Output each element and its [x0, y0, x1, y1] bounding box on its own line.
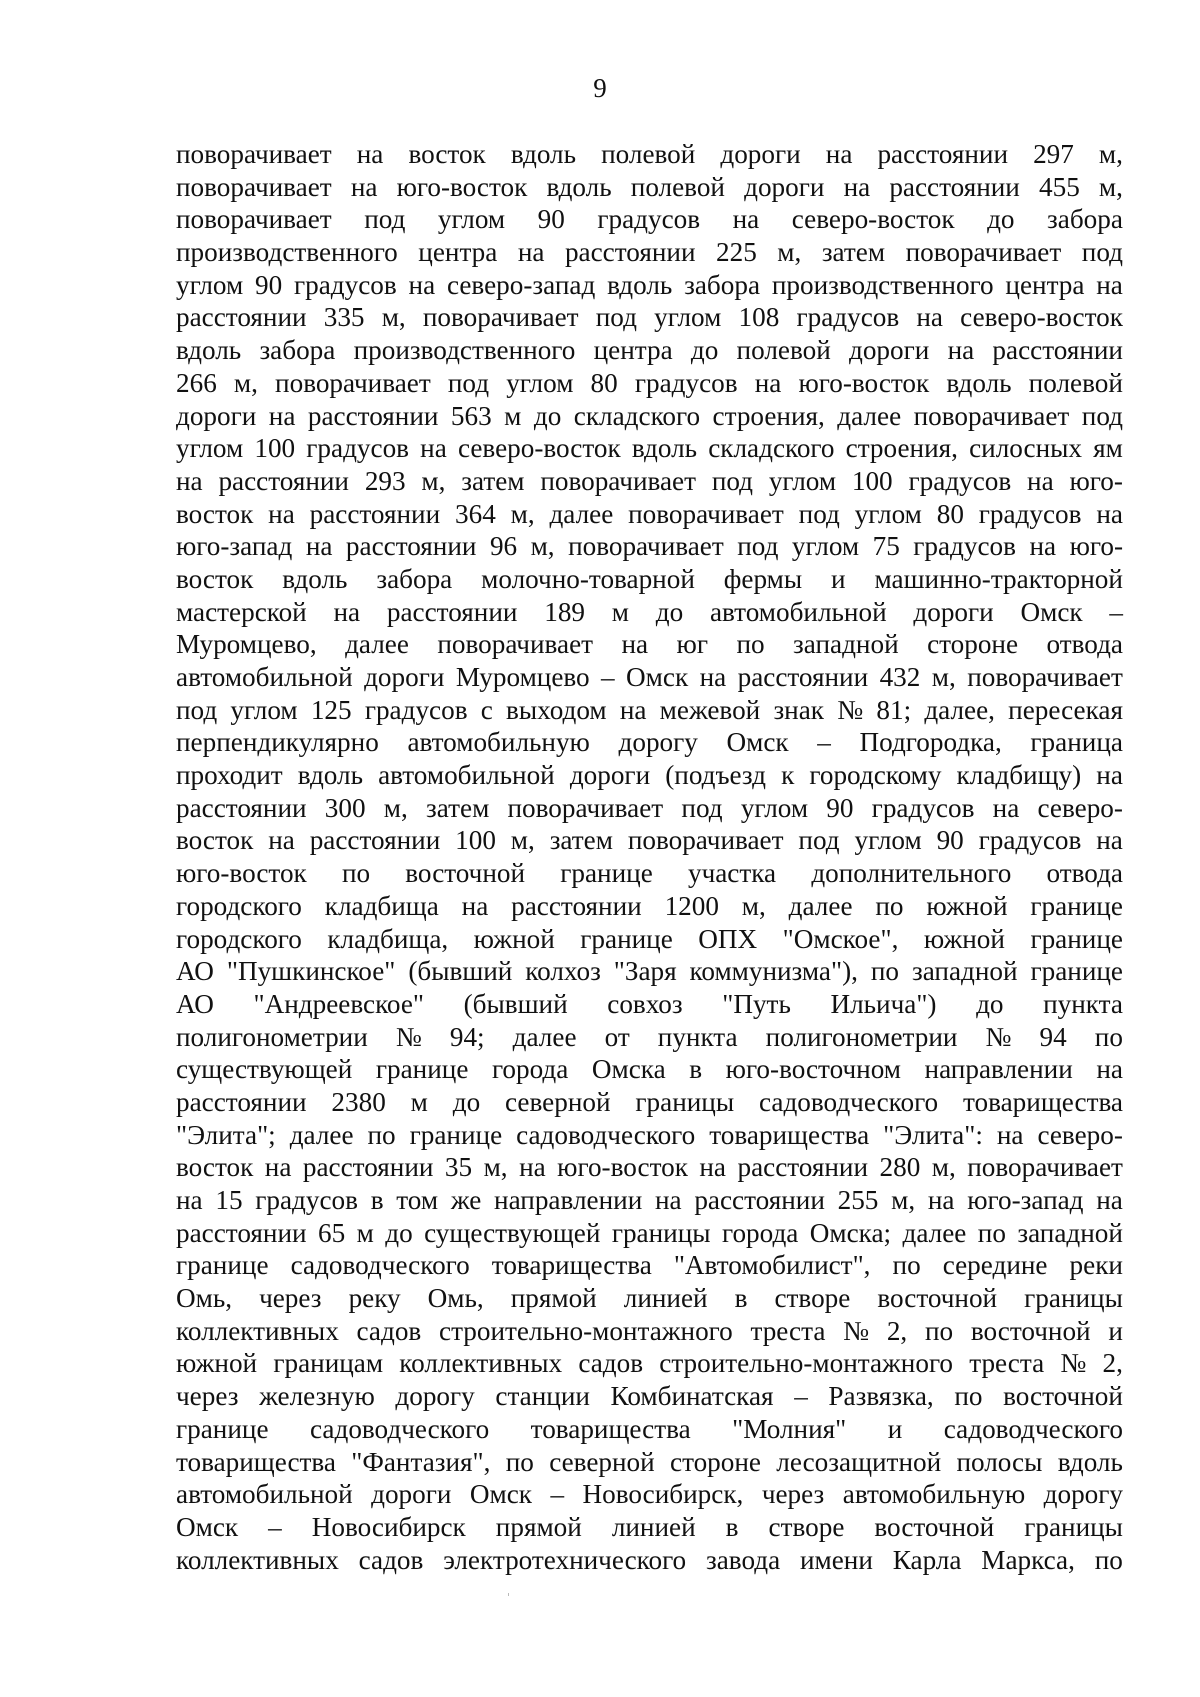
- text-line: на 15 градусов в том же направлении на расстоянии 255 м, на юго-запад на: [176, 1185, 1123, 1215]
- text-line: расстоянии 300 м, затем поворачивает под углом 90 градусов на северо-: [176, 792, 1123, 823]
- text-line: проходит вдоль автомобильной дороги (подъезд к городскому кладбищу) на: [176, 760, 1123, 791]
- text-line: автомобильной дороги Муромцево – Омск на расстоянии 432 м, поворачивает: [176, 662, 1123, 692]
- text-line: под углом 125 градусов с выходом на межевой знак № 81; далее, пересекая: [176, 694, 1123, 725]
- text-line: границе садоводческого товарищества "Молния" и садоводческого: [176, 1413, 1123, 1444]
- text-line: коллективных садов электротехнического завода имени Карла Маркса, по: [176, 1544, 1123, 1575]
- text-line: юго-восток по восточной границе участка дополнительного отвода: [176, 858, 1123, 889]
- text-line: перпендикулярно автомобильную дорогу Омск – Подгородка, граница: [176, 727, 1123, 758]
- text-line: городского кладбища, южной границе ОПХ "Омское", южной границе: [176, 923, 1123, 954]
- text-line: товарищества "Фантазия", по северной стороне лесозащитной полосы вдоль: [176, 1446, 1123, 1477]
- text-line: восток на расстоянии 364 м, далее поворачивает под углом 80 градусов на: [176, 498, 1123, 529]
- text-line: расстоянии 335 м, поворачивает под углом 108 градусов на северо-восток: [176, 302, 1123, 333]
- text-line: восток вдоль забора молочно-товарной фермы и машинно-тракторной: [176, 563, 1123, 594]
- text-line: восток на расстоянии 35 м, на юго-восток на расстоянии 280 м, поворачивает: [176, 1152, 1123, 1183]
- text-line: АО "Андреевское" (бывший совхоз "Путь Ильича") до пункта: [176, 988, 1123, 1019]
- text-line: юго-запад на расстоянии 96 м, поворачивает под углом 75 градусов на юго-: [176, 531, 1123, 562]
- text-line: поворачивает под углом 90 градусов на северо-восток до забора: [176, 204, 1123, 235]
- text-line: мастерской на расстоянии 189 м до автомобильной дороги Омск –: [176, 596, 1123, 627]
- text-line: Омь, через реку Омь, прямой линией в створе восточной границы: [176, 1283, 1123, 1314]
- text-line: Муромцево, далее поворачивает на юг по западной стороне отвода: [176, 629, 1123, 660]
- text-line: полигонометрии № 94; далее от пункта полигонометрии № 94 по: [176, 1021, 1123, 1052]
- text-line: городского кладбища на расстоянии 1200 м, далее по южной границе: [176, 890, 1123, 921]
- text-line: производственного центра на расстоянии 225 м, затем поворачивает под: [176, 237, 1123, 268]
- text-line: вдоль забора производственного центра до полевой дороги на расстоянии: [176, 335, 1123, 366]
- scan-speck: [508, 1593, 509, 1596]
- text-line: углом 100 градусов на северо-восток вдоль складского строения, силосных ям: [176, 433, 1123, 464]
- text-line: существующей границе города Омска в юго-восточном направлении на: [176, 1054, 1123, 1085]
- text-line: расстоянии 65 м до существующей границы города Омска; далее по западной: [176, 1217, 1123, 1248]
- text-line: 266 м, поворачивает под углом 80 градусов на юго-восток вдоль полевой: [176, 367, 1123, 398]
- text-line: дороги на расстоянии 563 м до складского строения, далее поворачивает под: [176, 400, 1123, 431]
- text-line: на расстоянии 293 м, затем поворачивает под углом 100 градусов на юго-: [176, 465, 1123, 496]
- text-line: углом 90 градусов на северо-запад вдоль забора производственного центра на: [176, 269, 1123, 300]
- text-line: коллективных садов строительно-монтажного треста № 2, по восточной и: [176, 1315, 1123, 1346]
- text-line: восток на расстоянии 100 м, затем поворачивает под углом 90 градусов на: [176, 825, 1123, 856]
- text-line: поворачивает на восток вдоль полевой дороги на расстоянии 297 м,: [176, 139, 1123, 169]
- text-line: поворачивает на юго-восток вдоль полевой дороги на расстоянии 455 м,: [176, 171, 1123, 202]
- page-number: 9: [593, 73, 607, 103]
- text-line: автомобильной дороги Омск – Новосибирск, через автомобильную дорогу: [176, 1479, 1123, 1510]
- body-paragraph: [176, 138, 1123, 1576]
- text-line: Омск – Новосибирск прямой линией в створе восточной границы: [176, 1511, 1123, 1542]
- text-line: "Элита"; далее по границе садоводческого товарищества "Элита": на северо-: [176, 1119, 1123, 1150]
- text-line: расстоянии 2380 м до северной границы садоводческого товарищества: [176, 1086, 1123, 1117]
- text-line: через железную дорогу станции Комбинатская – Развязка, по восточной: [176, 1381, 1123, 1412]
- text-line: южной границам коллективных садов строительно-монтажного треста № 2,: [176, 1348, 1123, 1379]
- text-line: АО "Пушкинское" (бывший колхоз "Заря коммунизма"), по западной границе: [176, 956, 1123, 987]
- text-line: границе садоводческого товарищества "Автомобилист", по середине реки: [176, 1250, 1123, 1281]
